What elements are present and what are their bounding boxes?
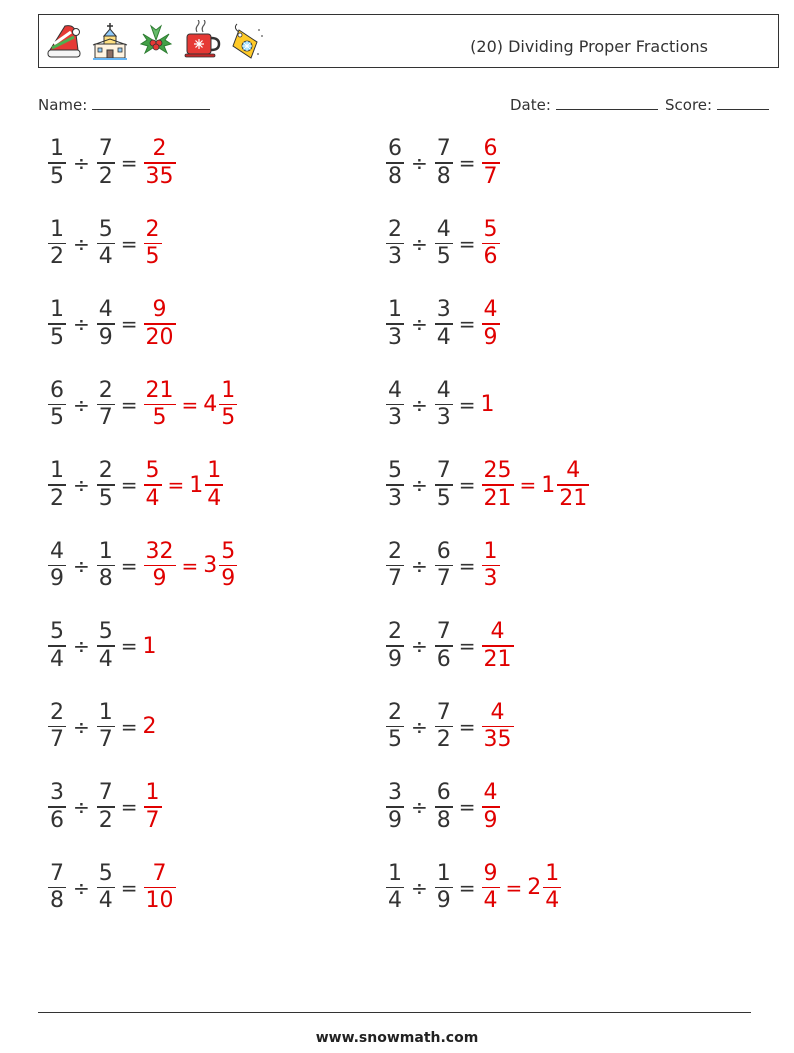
mixed-whole-part: 2 <box>527 875 542 900</box>
problem-1 <box>47 133 177 193</box>
equals-sign: = <box>458 392 476 417</box>
denominator: 7 <box>483 163 498 189</box>
dividend-fraction <box>386 700 404 754</box>
dividend-fraction <box>386 458 404 512</box>
answer-fraction <box>144 780 162 834</box>
denominator: 8 <box>436 163 451 189</box>
dividend-fraction <box>48 861 66 915</box>
answer-whole-number: 2 <box>142 714 157 739</box>
numerator: 6 <box>483 136 498 162</box>
answer-fraction <box>482 297 500 351</box>
divide-sign: ÷ <box>73 312 90 336</box>
answer <box>143 217 163 271</box>
denominator: 9 <box>483 807 498 833</box>
numerator: 32 <box>145 538 174 564</box>
score-label: Score: <box>665 96 713 114</box>
equals-sign: = <box>505 875 523 900</box>
numerator: 1 <box>388 860 402 886</box>
denominator: 4 <box>98 888 113 914</box>
numerator: 3 <box>50 780 64 806</box>
score-blank[interactable] <box>717 94 769 110</box>
answer <box>481 619 515 673</box>
numerator: 4 <box>483 297 498 323</box>
answer-fraction <box>482 780 500 834</box>
divisor-fraction <box>435 378 453 432</box>
denominator: 6 <box>436 646 451 672</box>
numerator: 2 <box>388 699 402 725</box>
divisor-fraction <box>435 619 453 673</box>
divisor-fraction <box>435 458 453 512</box>
name-label: Name: <box>38 96 88 114</box>
dividend-fraction <box>386 861 404 915</box>
denominator: 3 <box>483 566 498 592</box>
denominator: 4 <box>388 888 402 914</box>
denominator: 9 <box>436 888 451 914</box>
denominator: 5 <box>50 324 64 350</box>
dividend-fraction <box>386 217 404 271</box>
denominator: 9 <box>152 566 167 592</box>
denominator: 3 <box>388 244 402 270</box>
numerator: 2 <box>145 216 160 242</box>
numerator: 1 <box>50 136 64 162</box>
numerator: 5 <box>98 860 113 886</box>
answer-fraction <box>482 619 514 673</box>
mixed-fraction-part <box>543 861 561 915</box>
dividend-fraction <box>48 297 66 351</box>
numerator: 5 <box>98 619 113 645</box>
dividend-fraction <box>48 700 66 754</box>
divide-sign: ÷ <box>411 392 428 417</box>
numerator: 1 <box>221 377 236 403</box>
numerator: 4 <box>436 216 451 242</box>
numerator: 2 <box>50 699 64 725</box>
mixed-fraction-part <box>219 378 237 432</box>
denominator: 4 <box>98 244 113 270</box>
equals-sign: = <box>120 151 138 175</box>
numerator: 2 <box>388 216 402 242</box>
dividend-fraction <box>48 217 66 271</box>
problem-20 <box>385 858 562 918</box>
dividend-fraction <box>386 297 404 351</box>
equals-sign: = <box>181 553 199 578</box>
divide-sign: ÷ <box>411 231 428 256</box>
equals-sign: = <box>458 312 476 336</box>
denominator: 4 <box>50 646 64 672</box>
footer-divider <box>38 1012 751 1013</box>
numerator: 1 <box>436 860 451 886</box>
denominator: 2 <box>436 727 451 753</box>
date-label: Date: <box>510 96 551 114</box>
numerator: 3 <box>436 297 451 323</box>
divisor-fraction <box>97 378 115 432</box>
numerator: 7 <box>50 860 64 886</box>
answer <box>143 634 158 659</box>
answer <box>481 700 515 754</box>
numerator: 5 <box>98 216 113 242</box>
denominator: 35 <box>145 163 174 189</box>
worksheet-header <box>38 14 779 68</box>
problem-17 <box>385 616 515 676</box>
equals-sign: = <box>458 875 476 900</box>
denominator: 8 <box>436 807 451 833</box>
denominator: 4 <box>207 485 222 511</box>
numerator: 1 <box>50 458 64 484</box>
divide-sign: ÷ <box>411 312 428 336</box>
denominator: 4 <box>145 485 160 511</box>
numerator: 7 <box>98 136 113 162</box>
answer <box>481 780 501 834</box>
divide-sign: ÷ <box>73 714 90 739</box>
numerator: 7 <box>436 699 451 725</box>
problem-14 <box>385 375 496 435</box>
numerator: 2 <box>388 619 402 645</box>
divide-sign: ÷ <box>73 553 90 578</box>
equals-sign: = <box>458 231 476 256</box>
numerator: 2 <box>152 136 167 162</box>
numerator: 1 <box>145 780 160 806</box>
dividend-fraction <box>386 780 404 834</box>
answer-fraction <box>482 700 514 754</box>
answer-fraction <box>482 861 500 915</box>
numerator: 2 <box>98 377 113 403</box>
divide-sign: ÷ <box>73 392 90 417</box>
denominator: 5 <box>221 405 236 431</box>
denominator: 8 <box>50 888 64 914</box>
equals-sign: = <box>458 473 476 497</box>
name-blank[interactable] <box>92 94 210 110</box>
divide-sign: ÷ <box>411 634 428 658</box>
denominator: 9 <box>221 566 236 592</box>
header-icons <box>45 20 267 64</box>
equals-sign: = <box>120 392 138 417</box>
numerator: 6 <box>436 780 451 806</box>
numerator: 7 <box>98 780 113 806</box>
problem-2 <box>47 214 163 274</box>
mixed-whole-part: 1 <box>541 472 556 498</box>
date-field[interactable] <box>510 94 658 114</box>
santa-hat-icon <box>45 20 83 62</box>
denominator: 7 <box>145 807 160 833</box>
divisor-fraction <box>435 861 453 915</box>
answer-fraction <box>482 217 500 271</box>
denominator: 2 <box>50 485 64 511</box>
numerator: 1 <box>50 297 64 323</box>
numerator: 6 <box>388 136 402 162</box>
divisor-fraction <box>97 619 115 673</box>
denominator: 21 <box>483 646 512 672</box>
answer <box>143 378 239 432</box>
numerator: 4 <box>436 377 451 403</box>
numerator: 1 <box>98 699 113 725</box>
divide-sign: ÷ <box>411 714 428 739</box>
problem-5 <box>47 455 224 515</box>
problem-13 <box>385 294 501 354</box>
divisor-fraction <box>435 539 453 593</box>
student-info-row <box>38 94 771 118</box>
equals-sign: = <box>167 473 185 497</box>
numerator: 9 <box>152 297 167 323</box>
denominator: 21 <box>559 485 588 511</box>
answer <box>481 136 501 190</box>
numerator: 6 <box>436 538 451 564</box>
divide-sign: ÷ <box>411 553 428 578</box>
answer <box>143 136 177 190</box>
equals-sign: = <box>120 231 138 256</box>
dividend-fraction <box>386 378 404 432</box>
divisor-fraction <box>97 458 115 512</box>
problem-4 <box>47 375 238 435</box>
numerator: 2 <box>388 538 402 564</box>
divisor-fraction <box>97 297 115 351</box>
denominator: 9 <box>388 646 402 672</box>
numerator: 1 <box>98 538 113 564</box>
answer-fraction <box>144 297 176 351</box>
denominator: 7 <box>98 405 113 431</box>
problem-15 <box>385 455 590 515</box>
mixed-whole-part: 3 <box>203 553 218 578</box>
problem-9 <box>47 777 163 837</box>
problem-18 <box>385 697 515 757</box>
answer <box>143 539 239 593</box>
numerator: 5 <box>221 538 236 564</box>
numerator: 1 <box>545 860 560 886</box>
denominator: 3 <box>388 324 402 350</box>
divide-sign: ÷ <box>73 151 90 175</box>
problem-16 <box>385 536 501 596</box>
denominator: 5 <box>50 405 64 431</box>
numerator: 1 <box>388 297 402 323</box>
answer <box>481 861 563 915</box>
denominator: 5 <box>388 727 402 753</box>
numerator: 6 <box>50 377 64 403</box>
equals-sign: = <box>120 553 138 578</box>
numerator: 7 <box>436 136 451 162</box>
divisor-fraction <box>435 780 453 834</box>
gift-tag-icon <box>229 20 267 62</box>
divide-sign: ÷ <box>73 231 90 256</box>
dividend-fraction <box>48 378 66 432</box>
denominator: 3 <box>388 485 402 511</box>
numerator: 21 <box>145 377 174 403</box>
equals-sign: = <box>120 312 138 336</box>
denominator: 7 <box>98 727 113 753</box>
equals-sign: = <box>120 634 138 658</box>
mixed-fraction-part <box>205 458 223 512</box>
equals-sign: = <box>120 473 138 497</box>
denominator: 4 <box>483 888 498 914</box>
problem-10 <box>47 858 177 918</box>
divisor-fraction <box>435 136 453 190</box>
answer <box>143 714 158 739</box>
equals-sign: = <box>458 795 476 819</box>
denominator: 6 <box>50 807 64 833</box>
denominator: 5 <box>436 485 451 511</box>
denominator: 2 <box>98 807 113 833</box>
numerator: 4 <box>490 619 505 645</box>
denominator: 9 <box>388 807 402 833</box>
denominator: 4 <box>436 324 451 350</box>
dividend-fraction <box>48 539 66 593</box>
problem-6 <box>47 536 238 596</box>
answer-fraction <box>144 458 162 512</box>
equals-sign: = <box>120 795 138 819</box>
equals-sign: = <box>458 151 476 175</box>
divisor-fraction <box>97 539 115 593</box>
divisor-fraction <box>97 700 115 754</box>
divide-sign: ÷ <box>73 634 90 658</box>
numerator: 4 <box>98 297 113 323</box>
divide-sign: ÷ <box>411 795 428 819</box>
denominator: 3 <box>436 405 451 431</box>
denominator: 35 <box>483 727 512 753</box>
answer-fraction <box>144 861 176 915</box>
numerator: 4 <box>490 699 505 725</box>
divide-sign: ÷ <box>411 151 428 175</box>
denominator: 5 <box>50 163 64 189</box>
answer-fraction <box>144 217 162 271</box>
equals-sign: = <box>458 714 476 739</box>
equals-sign: = <box>120 714 138 739</box>
problem-12 <box>385 214 501 274</box>
denominator: 9 <box>483 324 498 350</box>
numerator: 9 <box>483 860 498 886</box>
mixed-whole-part: 1 <box>189 472 204 498</box>
equals-sign: = <box>458 634 476 658</box>
answer <box>481 539 501 593</box>
denominator: 6 <box>483 244 498 270</box>
denominator: 3 <box>388 405 402 431</box>
divisor-fraction <box>97 217 115 271</box>
numerator: 4 <box>388 377 402 403</box>
denominator: 9 <box>50 566 64 592</box>
mixed-fraction-part <box>219 539 237 593</box>
dividend-fraction <box>386 539 404 593</box>
numerator: 5 <box>483 216 498 242</box>
answer-fraction <box>144 136 176 190</box>
divisor-fraction <box>97 780 115 834</box>
mixed-whole-part: 4 <box>203 392 218 417</box>
answer <box>143 458 225 512</box>
answer <box>481 217 501 271</box>
answer <box>481 297 501 351</box>
numerator: 1 <box>483 538 498 564</box>
denominator: 9 <box>98 324 113 350</box>
numerator: 1 <box>50 216 64 242</box>
numerator: 1 <box>207 458 222 484</box>
denominator: 4 <box>98 646 113 672</box>
equals-sign: = <box>458 553 476 578</box>
dividend-fraction <box>48 780 66 834</box>
hot-cocoa-mug-icon <box>183 20 221 62</box>
problem-19 <box>385 777 501 837</box>
numerator: 7 <box>436 619 451 645</box>
answer-whole-number: 1 <box>480 392 495 417</box>
numerator: 7 <box>436 458 451 484</box>
numerator: 5 <box>50 619 64 645</box>
holly-icon <box>137 20 175 62</box>
numerator: 4 <box>483 780 498 806</box>
answer-whole-number: 1 <box>142 633 157 659</box>
worksheet-title: (20) Dividing Proper Fractions <box>470 37 708 56</box>
divide-sign: ÷ <box>411 473 428 497</box>
denominator: 2 <box>98 163 113 189</box>
numerator: 25 <box>483 458 512 484</box>
divisor-fraction <box>97 861 115 915</box>
dividend-fraction <box>48 458 66 512</box>
denominator: 5 <box>145 244 160 270</box>
answer <box>143 297 177 351</box>
equals-sign: = <box>120 875 138 900</box>
denominator: 10 <box>145 888 174 914</box>
numerator: 7 <box>152 860 167 886</box>
answer <box>481 392 496 417</box>
numerator: 4 <box>566 458 581 484</box>
denominator: 5 <box>436 244 451 270</box>
problem-7 <box>47 616 158 676</box>
equals-sign: = <box>181 392 199 417</box>
problem-3 <box>47 294 177 354</box>
denominator: 20 <box>145 324 174 350</box>
church-icon <box>91 20 129 62</box>
mixed-fraction-part <box>557 458 589 512</box>
equals-sign: = <box>519 473 537 497</box>
dividend-fraction <box>48 136 66 190</box>
divisor-fraction <box>435 700 453 754</box>
denominator: 7 <box>436 566 451 592</box>
denominator: 5 <box>152 405 167 431</box>
numerator: 3 <box>388 780 402 806</box>
denominator: 8 <box>98 566 113 592</box>
denominator: 21 <box>483 485 512 511</box>
divisor-fraction <box>435 217 453 271</box>
answer-fraction <box>482 539 500 593</box>
denominator: 4 <box>545 888 560 914</box>
numerator: 4 <box>50 538 64 564</box>
divisor-fraction <box>435 297 453 351</box>
dividend-fraction <box>386 136 404 190</box>
footer-site: www.snowmath.com <box>315 1030 479 1046</box>
denominator: 7 <box>388 566 402 592</box>
denominator: 7 <box>50 727 64 753</box>
answer <box>143 780 163 834</box>
numerator: 2 <box>98 458 113 484</box>
divide-sign: ÷ <box>411 875 428 900</box>
denominator: 5 <box>98 485 113 511</box>
answer-fraction <box>482 136 500 190</box>
date-blank[interactable] <box>556 94 658 110</box>
denominator: 8 <box>388 163 402 189</box>
answer-fraction <box>144 378 176 432</box>
divide-sign: ÷ <box>73 795 90 819</box>
divide-sign: ÷ <box>73 473 90 497</box>
divide-sign: ÷ <box>73 875 90 900</box>
score-field[interactable] <box>665 94 769 114</box>
dividend-fraction <box>386 619 404 673</box>
name-field[interactable] <box>38 94 210 114</box>
dividend-fraction <box>48 619 66 673</box>
problem-11 <box>385 133 501 193</box>
numerator: 5 <box>145 458 160 484</box>
divisor-fraction <box>97 136 115 190</box>
answer <box>143 861 177 915</box>
numerator: 5 <box>388 458 402 484</box>
answer-fraction <box>482 458 514 512</box>
problem-8 <box>47 697 158 757</box>
answer-fraction <box>144 539 176 593</box>
denominator: 2 <box>50 244 64 270</box>
answer <box>481 458 591 512</box>
